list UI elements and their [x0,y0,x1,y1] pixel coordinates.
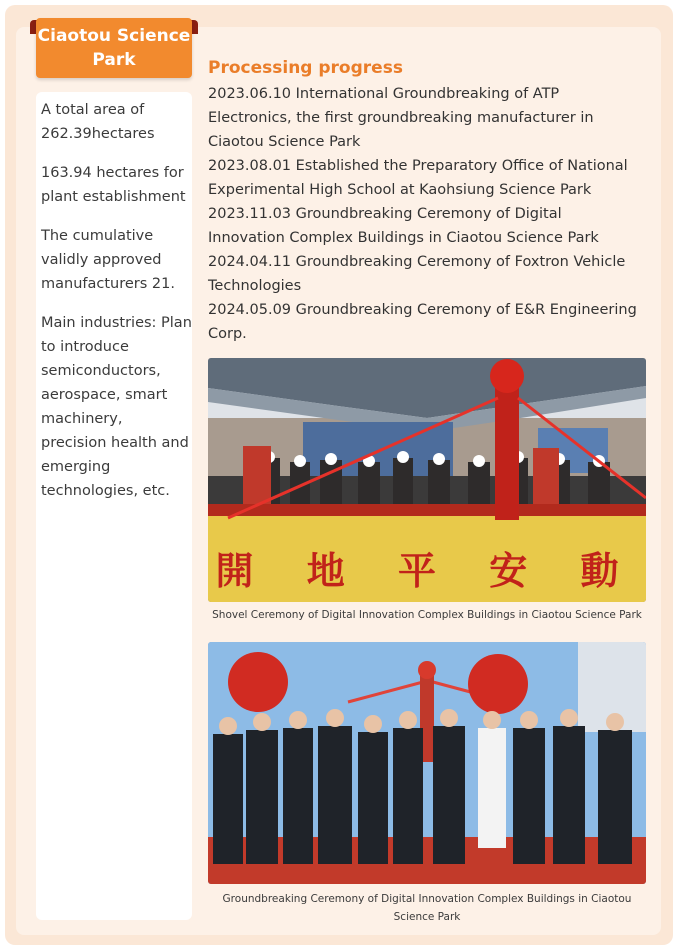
park-title-tag [36,18,192,78]
photo-caption: Shovel Ceremony of Digital Innovation Complex Buildings in Ciaotou Science Park [212,609,642,621]
park-title-line1: Ciaotou Science [37,26,191,46]
stat-manufacturers: The cumulative validly approved manufacturers 21. [41,228,175,292]
banner-text: 開 地 平 安 動 [215,548,639,593]
stat-plant-area: 163.94 hectares for plant establishment [41,165,186,205]
progress-item: 2023.08.01 Established the Preparatory Office of National Experimental High School at Kaohsiung Science Park [208,158,628,198]
progress-item: 2023.06.10 International Groundbreaking of ATP Electronics, the first groundbreaking manufacturer in Ciaotou Science Park [208,86,594,150]
progress-list [208,82,640,346]
group-photo [208,642,646,884]
park-title-line2: Park [92,50,136,70]
stats-sidebar [36,92,192,920]
shovel-ceremony-photo [208,358,646,602]
progress-item: 2023.11.03 Groundbreaking Ceremony of Digital Innovation Complex Buildings in Ciaotou Science Park [208,206,599,246]
photo-caption: Groundbreaking Ceremony of Digital Innovation Complex Buildings in Ciaotou Science Park [222,893,632,923]
progress-title: Processing progress [208,58,403,78]
stat-main-industries: Main industries: Plan to introduce semiconductors, aerospace, smart machinery, precision health and emerging technologies, etc. [41,315,192,499]
progress-item: 2024.05.09 Groundbreaking Ceremony of E&R Engineering Corp. [208,302,637,342]
stat-total-area: A total area of 262.39hectares [41,102,155,142]
progress-item: 2024.04.11 Groundbreaking Ceremony of Foxtron Vehicle Technologies [208,254,626,294]
